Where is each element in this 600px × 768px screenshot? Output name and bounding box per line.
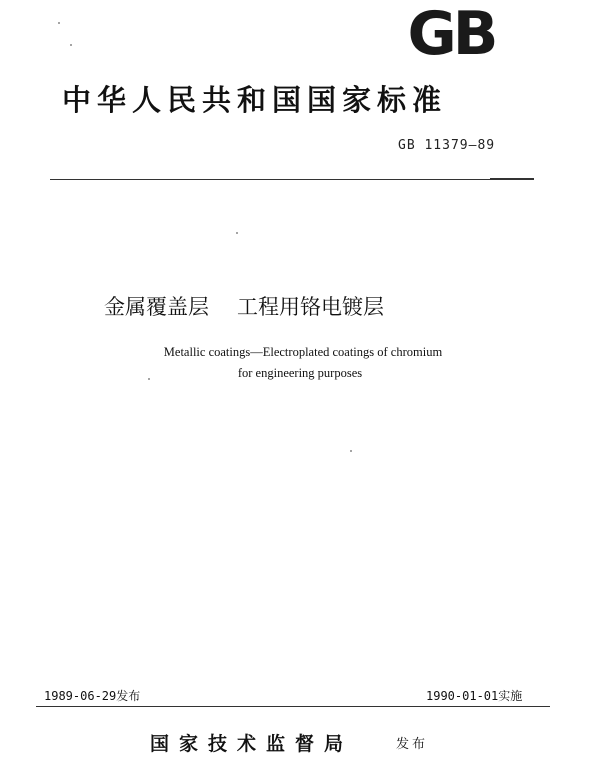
scan-speck	[58, 22, 60, 24]
issuing-authority-suffix: 发布	[396, 737, 429, 752]
document-title-cn-part1: 金属覆盖层	[104, 295, 209, 319]
gb-logo-text: GB	[407, 0, 495, 69]
header-divider	[50, 179, 534, 180]
scan-speck	[148, 378, 150, 380]
document-title-en	[0, 342, 600, 384]
implementation-date: 1990-01-01实施	[426, 689, 523, 703]
issue-date: 1989-06-29发布	[44, 689, 141, 703]
document-title-cn-part2: 工程用铬电镀层	[237, 295, 384, 319]
scan-speck	[350, 450, 352, 452]
issuing-authority: 国家技术监督局	[150, 733, 354, 755]
footer-divider	[36, 706, 550, 707]
scan-speck	[236, 232, 238, 234]
standard-number: GB 11379—89	[398, 138, 496, 153]
header-divider-accent	[490, 178, 534, 180]
gb-logo	[392, 0, 510, 69]
national-standard-heading: 中华人民共和国国家标准	[62, 83, 448, 117]
document-title-en-line2: for engineering purposes	[237, 366, 363, 380]
document-title-cn	[104, 291, 384, 321]
scan-speck	[70, 44, 72, 46]
document-title-en-line1: Metallic coatings—Electroplated coatings of chromium	[163, 345, 443, 359]
